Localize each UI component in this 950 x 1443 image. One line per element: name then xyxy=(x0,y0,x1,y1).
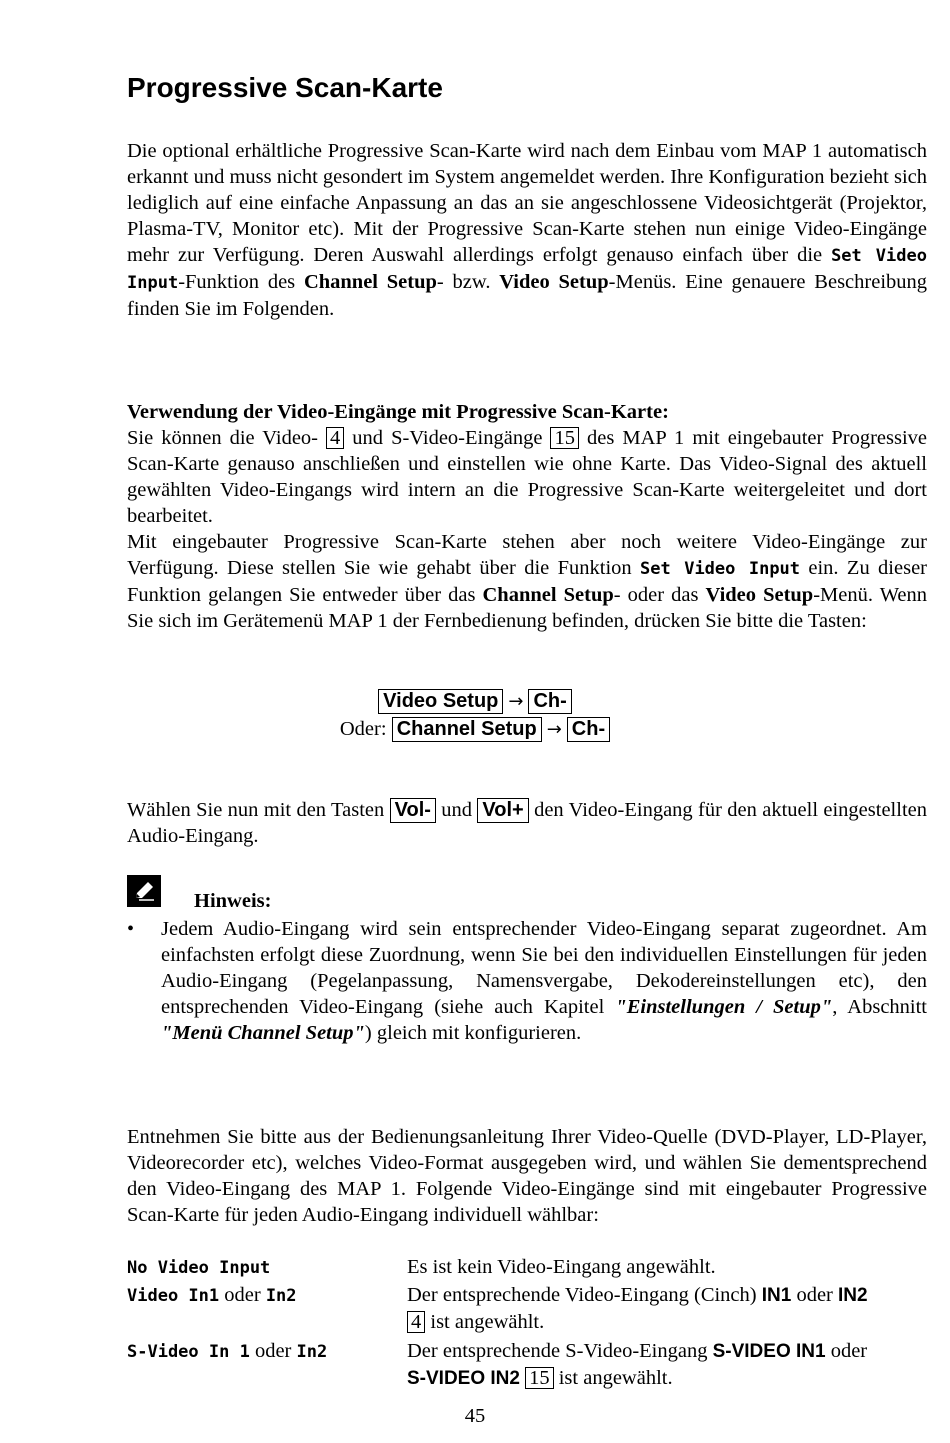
key-sequence-1 xyxy=(0,688,950,715)
input-option-video xyxy=(127,1282,297,1309)
ref-box-4: 4 xyxy=(326,427,344,449)
input-option-svideo xyxy=(127,1338,327,1365)
usage-p2-text-c: - oder das xyxy=(613,584,706,606)
code-video-in1: Video In1 xyxy=(127,1286,220,1306)
note-text-2: , Abschnitt xyxy=(832,996,928,1018)
usage-p2-bold-channel-setup: Channel Setup xyxy=(482,584,614,606)
note-text-3: ) gleich mit konfigurieren. xyxy=(364,1022,582,1044)
intro-text-4: -Menüs. Eine genauere Beschreibung finden Sie im Folgenden. xyxy=(127,271,928,320)
intro-bold-video-setup: Video Setup xyxy=(499,271,609,293)
arrow-right-icon: → xyxy=(546,719,562,740)
desc-svideo-text-c: ist angewählt. xyxy=(553,1367,673,1389)
desc-video-text-b: oder xyxy=(791,1284,839,1306)
code-in2: In2 xyxy=(265,1286,297,1306)
note-heading: Hinweis: xyxy=(194,890,272,912)
closing-paragraph: Entnehmen Sie bitte aus der Bedienungsanleitung Ihrer Video-Quelle (DVD-Player, LD-Player, Videorecorder etc), welches Video-Format ausgegeben wird, und wählen Sie dementsprechend den Video-Eingang des MAP 1. Folgende Video-Eingänge sind mit eingebauter Progressive Scan-Karte für jeden Audio-Eingang individuell wählbar: xyxy=(127,1126,927,1226)
key-vol-plus: Vol+ xyxy=(477,798,528,823)
note-italic-ref-1: "Einstellungen / Setup" xyxy=(615,996,833,1018)
input-desc-no-video: Es ist kein Video-Eingang angewählt. xyxy=(407,1256,716,1278)
usage-p2-code: Set Video Input xyxy=(640,559,801,579)
or-label: Oder: xyxy=(339,718,387,740)
desc-svideo-text-b: oder xyxy=(825,1340,868,1362)
arrow-right-icon: → xyxy=(508,691,524,712)
usage-paragraph-2 xyxy=(127,529,927,634)
ref-box-15: 15 xyxy=(550,427,579,449)
key-ch-minus: Ch- xyxy=(528,689,571,714)
input-desc-video xyxy=(407,1282,927,1335)
note-italic-ref-2: "Menü Channel Setup" xyxy=(161,1022,365,1044)
desc-video-text-a: Der entsprechende Video-Eingang (Cinch) xyxy=(407,1284,762,1306)
intro-text-3: - bzw. xyxy=(436,271,500,293)
note-text-1: Jedem Audio-Eingang wird sein entsprechender Video-Eingang separat zugeordnet. Am einfachsten erfolgt diese Zuordnung, wenn Sie bei den individuellen Einstellungen für jeden Audio-Eingang (Pegelanpassung, Namensvergabe, Dekodereinstellungen etc), den entsprechenden Video-Eingang (siehe auch Kapitel xyxy=(161,918,927,1018)
usage-p1-text-b: und S-Video-Eingänge xyxy=(344,427,551,449)
intro-text-2: -Funktion des xyxy=(178,271,304,293)
page-number: 45 xyxy=(464,1405,486,1427)
intro-bold-channel-setup: Channel Setup xyxy=(303,271,437,293)
label-s-video-in1: S-VIDEO IN1 xyxy=(712,1341,826,1362)
usage-p2-bold-video-setup: Video Setup xyxy=(705,584,814,606)
volume-text-b: und xyxy=(435,799,478,821)
key-video-setup: Video Setup xyxy=(378,689,503,714)
usage-section xyxy=(127,399,927,634)
label-s-video-in2: S-VIDEO IN2 xyxy=(407,1368,520,1389)
key-channel-setup: Channel Setup xyxy=(392,717,542,742)
input-option-no-video xyxy=(127,1254,270,1281)
desc-video-text-c: ist angewählt. xyxy=(425,1311,545,1333)
volume-text-a: Wählen Sie nun mit den Tasten xyxy=(127,799,390,821)
input-desc-svideo xyxy=(407,1338,927,1392)
volume-text-c: den Video-Eingang für den aktuell eingestellten Audio-Eingang. xyxy=(127,799,927,847)
label-in2: IN2 xyxy=(838,1285,868,1306)
pencil-note-icon xyxy=(127,875,161,907)
usage-paragraph-1 xyxy=(127,425,927,529)
volume-paragraph xyxy=(127,797,927,849)
desc-svideo-text-a: Der entsprechende S-Video-Eingang xyxy=(407,1340,713,1362)
key-ch-minus: Ch- xyxy=(567,717,610,742)
usage-p2-text-b: ein. Zu dieser Funktion gelangen Sie entweder über das xyxy=(127,557,927,606)
intro-paragraph xyxy=(127,138,927,322)
key-sequence-2 xyxy=(0,716,950,743)
or-text: oder xyxy=(219,1284,266,1306)
key-vol-minus: Vol- xyxy=(390,798,436,823)
or-text: oder xyxy=(249,1340,297,1362)
usage-p1-text-c: des MAP 1 mit eingebauter Progressive Scan-Karte genauso anschließen und einstellen wie ohne Karte. Das Video-Signal des aktuell gewählten Video-Eingangs wird intern an die Progressive Scan-Karte weitergeleitet und dort bearbeitet. xyxy=(127,427,927,527)
code-no-video-input: No Video Input xyxy=(127,1258,271,1278)
page-title: Progressive Scan-Karte xyxy=(127,72,443,103)
code-s-video-in1: S-Video In 1 xyxy=(127,1342,250,1362)
ref-box-15: 15 xyxy=(525,1367,554,1389)
usage-heading: Verwendung der Video-Eingänge mit Progressive Scan-Karte: xyxy=(127,401,669,423)
usage-p2-text-a: Mit eingebauter Progressive Scan-Karte stehen aber noch weitere Video-Eingänge zur Verfügung. Diese stellen Sie wie gehabt über die Funktion xyxy=(127,531,927,579)
intro-code: Set Video Input xyxy=(127,246,927,293)
note-bullet-text xyxy=(161,916,927,1046)
usage-p1-text-a: Sie können die Video- xyxy=(127,427,327,449)
intro-text-1: Die optional erhältliche Progressive Scan-Karte wird nach dem Einbau vom MAP 1 automatisch erkannt und muss nicht gesondert im System angemeldet werden. Ihre Konfiguration bezieht sich lediglich auf eine einfache Anpassung an das an sie angeschlossene Videosichtgerät (Projektor, Plasma-TV, Monitor etc). Mit der Progressive Scan-Karte stehen nun einige Video-Eingänge mehr zur Verfügung. Deren Auswahl allerdings erfolgt genauso einfach über die xyxy=(127,140,927,266)
bullet-icon: • xyxy=(127,918,135,940)
usage-p2-text-d: -Menü. Wenn Sie sich im Gerätemenü MAP 1 der Fernbedienung befinden, drücken Sie bitte die Tasten: xyxy=(127,584,927,632)
code-in2: In2 xyxy=(296,1342,328,1362)
ref-box-4: 4 xyxy=(407,1311,425,1333)
label-in1: IN1 xyxy=(761,1285,792,1306)
